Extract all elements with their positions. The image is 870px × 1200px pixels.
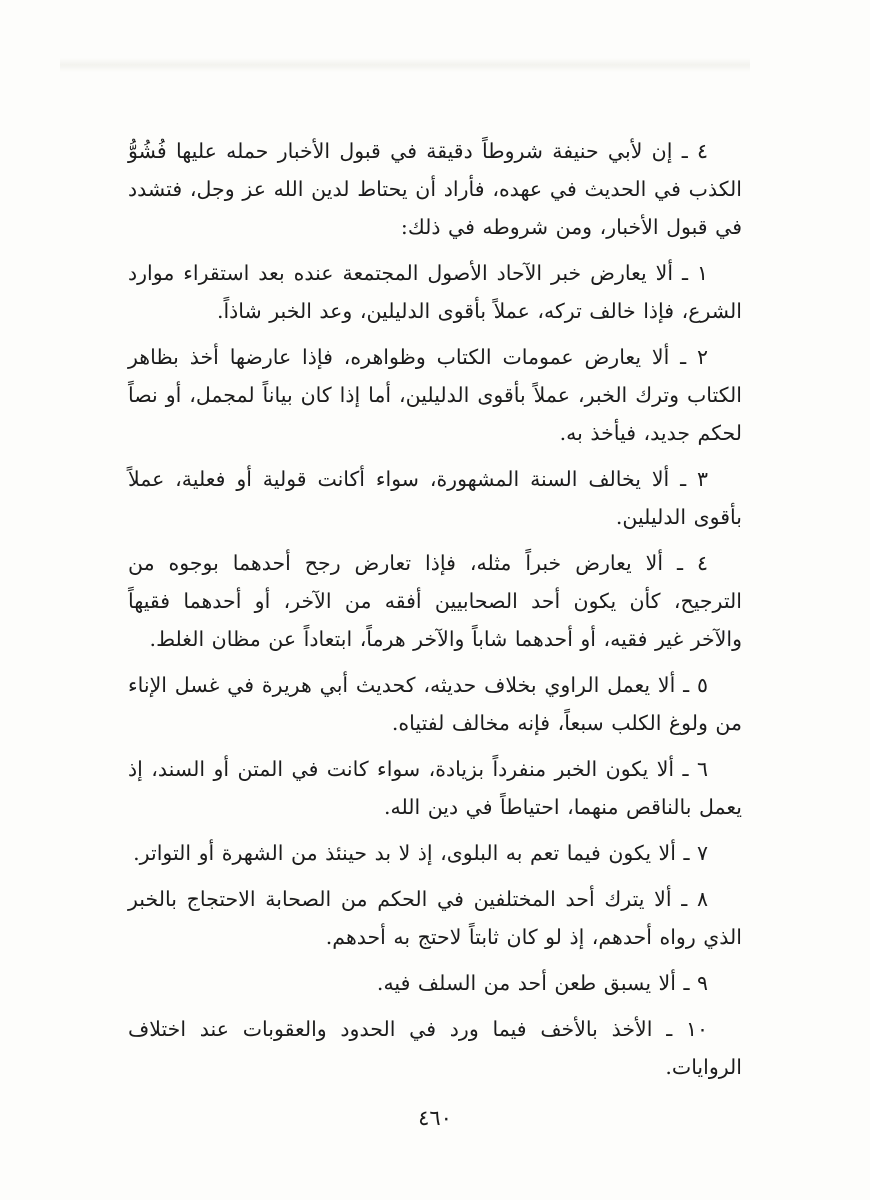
condition-4: ٤ ـ ألا يعارض خبراً مثله، فإذا تعارض رجح أحدهما بوجوه من الترجيح، كأن يكون أحد الصحابيين أفقه من الآخر، أو أحدهما فقيهاً والآخر غير فقيه، أو أحدهما شاباً والآخر هرماً، ابتعاداً عن مظان الغلط.: [128, 551, 742, 651]
condition-3: ٣ ـ ألا يخالف السنة المشهورة، سواء أكانت قولية أو فعلية، عملاً بأقوى الدليلين.: [128, 467, 742, 529]
scan-top-shadow: [60, 58, 750, 72]
condition-2: ٢ ـ ألا يعارض عمومات الكتاب وظواهره، فإذا عارضها أخذ بظاهر الكتاب وترك الخبر، عملاً بأقوى الدليلين، أما إذا كان بياناً لمجمل، أو نصاً لحكم جديد، فيأخذ به.: [128, 345, 742, 445]
condition-10: ١٠ ـ الأخذ بالأخف فيما ورد في الحدود والعقوبات عند اختلاف الروايات.: [128, 1017, 742, 1079]
condition-8: ٨ ـ ألا يترك أحد المختلفين في الحكم من الصحابة الاحتجاج بالخبر الذي رواه أحدهم، إذ لو كان ثابتاً لاحتج به أحدهم.: [128, 887, 742, 949]
condition-7: ٧ ـ ألا يكون فيما تعم به البلوى، إذ لا بد حينئذ من الشهرة أو التواتر.: [133, 841, 708, 865]
condition-1: ١ ـ ألا يعارض خبر الآحاد الأصول المجتمعة عنده بعد استقراء موارد الشرع، فإذا خالف تركه، عملاً بأقوى الدليلين، وعد الخبر شاذاً.: [128, 261, 742, 323]
page-body-text: [128, 132, 742, 1086]
condition-9: ٩ ـ ألا يسبق طعن أحد من السلف فيه.: [376, 971, 708, 995]
condition-5: ٥ ـ ألا يعمل الراوي بخلاف حديثه، كحديث أبي هريرة في غسل الإناء من ولوغ الكلب سبعاً، فإنه مخالف لفتياه.: [128, 673, 742, 735]
condition-6: ٦ ـ ألا يكون الخبر منفرداً بزيادة، سواء كانت في المتن أو السند، إذ يعمل بالناقص منهما، احتياطاً في دين الله.: [128, 757, 742, 819]
page-number: ٤٦٠: [418, 1106, 452, 1130]
paragraph-intro: ٤ ـ إن لأبي حنيفة شروطاً دقيقة في قبول الأخبار حمله عليها فُشُوُّ الكذب في الحديث في عهده، فأراد أن يحتاط لدين الله عز وجل، فتشدد في قبول الأخبار، ومن شروطه في ذلك:: [128, 139, 742, 239]
